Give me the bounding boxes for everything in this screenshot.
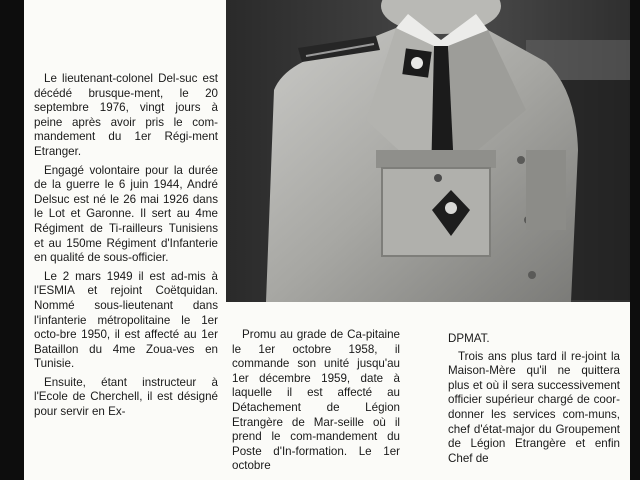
- column-heading: DPMAT.: [448, 332, 490, 345]
- portrait-photo: [226, 0, 630, 302]
- paragraph: Le lieutenant-colonel Del-suc est décédé brusque-ment, le 20 septembre 1976, vingt jours à peine après avoir pris le com-mandement du 1er Régi-ment Etranger.: [34, 72, 218, 158]
- paragraph: Trois ans plus tard il re-joint la Maison-Mère qu'il ne quittera plus et où il sera successivement officier supérieur chargé de coor-donner les services com-muns, chef d'état-major du Groupement de Légion Etrangère et enfin Chef de: [448, 349, 620, 465]
- paragraph: Le 2 mars 1949 il est ad-mis à l'ESMIA et rejoint Coëtquidan. Nommé sous-lieutenant dans l'infanterie métropolitaine le 1er octo-bre 1950, il est affecté au 1er Bataillon du 4me Zoua-ves en Tunisie.: [34, 269, 218, 371]
- page-gutter-left: [0, 0, 24, 480]
- paragraph: Ensuite, étant instructeur à l'Ecole de Cherchell, il est désigné pour servir en Ex-: [34, 375, 218, 419]
- portrait-illustration: [226, 0, 630, 302]
- article-column-1: [34, 72, 218, 424]
- paragraph: Promu au grade de Ca-pitaine le 1er octobre 1958, il commande son unité jusqu'au 1er décembre 1959, date à laquelle il est affecté au Détachement de Légion Etrangère de Mar-seille où il prend le com-mandement du Poste d'In-formation. Le 1er octobre: [232, 328, 400, 473]
- paragraph: Engagé volontaire pour la durée de la guerre le 6 juin 1944, André Delsuc est né le 26 mai 1926 dans le Lot et Garonne. Il sert au 4me Régiment de Ti-railleurs Tunisiens et au 150me Régiment d'Infanterie en qualité de sous-officier.: [34, 163, 218, 265]
- page-gutter-right: [630, 0, 640, 480]
- article-column-2: [232, 328, 400, 478]
- article-column-3: [448, 332, 620, 470]
